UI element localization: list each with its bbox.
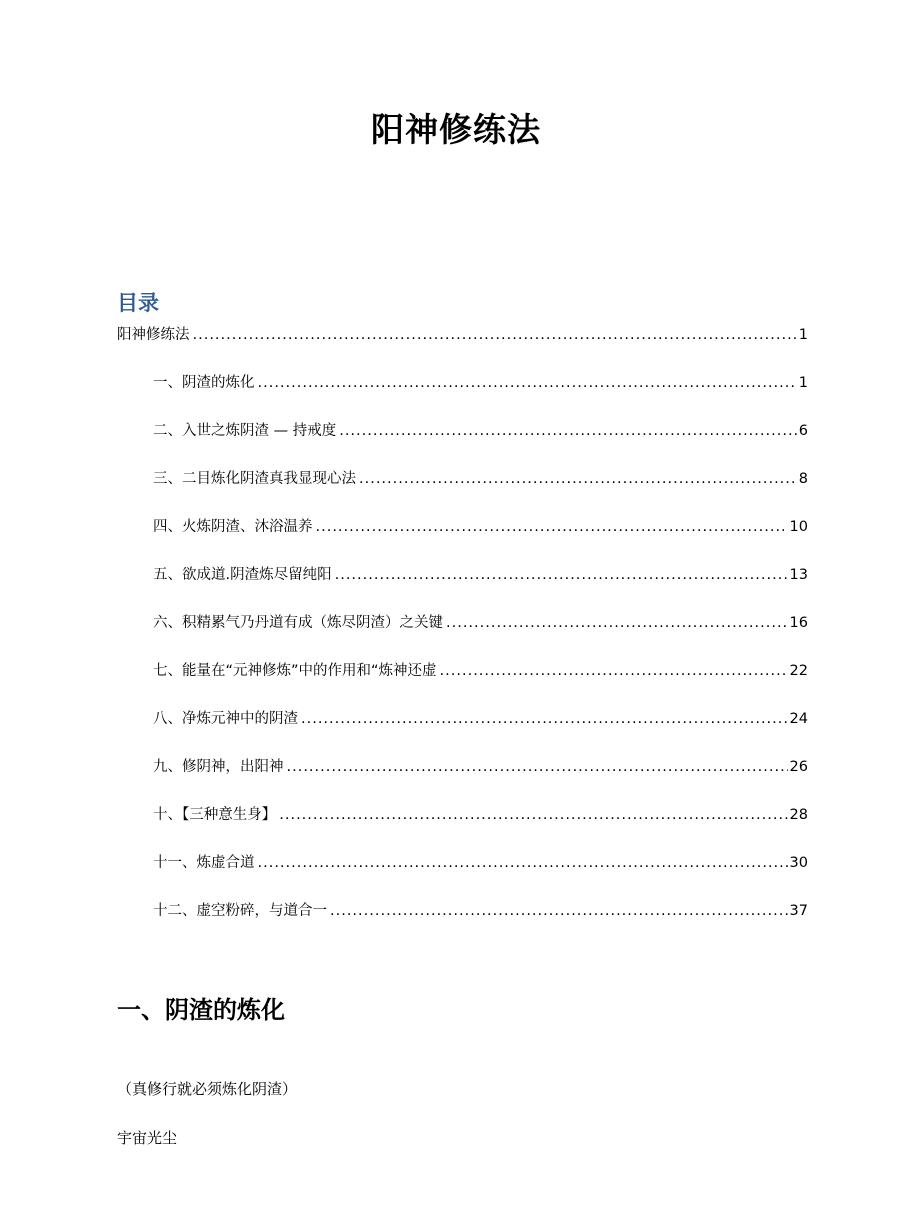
toc-entry-label: 一、阴渣的炼化 <box>153 375 255 391</box>
toc-entry-label: 十、【三种意生身】 <box>153 807 277 823</box>
toc-entry-label: 六、积精累气乃丹道有成（炼尽阴渣）之关键 <box>153 615 443 631</box>
toc-entry-label: 十二、虚空粉碎，与道合一 <box>153 903 327 919</box>
toc-entry[interactable] <box>117 755 808 777</box>
toc-entry[interactable] <box>117 467 808 489</box>
toc-entry[interactable] <box>117 851 808 873</box>
toc-dot-leader <box>330 903 788 919</box>
toc-page-number: 10 <box>789 519 808 535</box>
toc-entry[interactable] <box>117 515 808 537</box>
toc-entry-label: 五、欲成道.阴渣炼尽留纯阳 <box>153 567 332 583</box>
document-title: 阳神修练法 <box>371 110 541 149</box>
toc-dot-leader <box>335 567 788 583</box>
toc-entry-label: 四、火炼阴渣、沐浴温养 <box>153 519 313 535</box>
toc-page-number: 13 <box>789 567 808 583</box>
paragraph-subtitle: （真修行就必须炼化阴渣） <box>117 1080 298 1098</box>
toc-page-number: 1 <box>798 375 808 391</box>
toc-entry[interactable] <box>117 371 808 393</box>
toc-dot-leader <box>258 375 797 391</box>
toc-entry[interactable] <box>117 659 808 681</box>
toc-dot-leader <box>301 711 788 727</box>
toc-dot-leader <box>287 759 788 775</box>
toc-dot-leader <box>193 327 797 343</box>
toc-page-number: 24 <box>789 711 808 727</box>
toc-entry[interactable] <box>117 563 808 585</box>
toc-page-number: 6 <box>798 423 808 439</box>
toc-dot-leader <box>339 423 797 439</box>
toc-entry-label: 三、二目炼化阴渣真我显现心法 <box>153 471 356 487</box>
paragraph: 宇宙光尘 <box>117 1129 178 1147</box>
toc-page-number: 1 <box>798 327 808 343</box>
toc-dot-leader <box>440 663 788 679</box>
toc-entry-label: 阳神修练法 <box>117 327 190 343</box>
toc-entry[interactable] <box>117 899 808 921</box>
toc-page-number: 26 <box>789 759 808 775</box>
toc-entry-label: 九、修阴神，出阳神 <box>153 759 284 775</box>
toc-page-number: 37 <box>789 903 808 919</box>
toc-entry[interactable] <box>117 323 808 345</box>
toc-dot-leader <box>316 519 788 535</box>
toc-entry[interactable] <box>117 419 808 441</box>
toc-page-number: 22 <box>789 663 808 679</box>
toc-entry[interactable] <box>117 803 808 825</box>
toc-page-number: 16 <box>789 615 808 631</box>
section-heading: 一、阴渣的炼化 <box>117 996 285 1024</box>
toc-dot-leader <box>446 615 788 631</box>
toc-dot-leader <box>258 855 788 871</box>
toc-page-number: 30 <box>789 855 808 871</box>
toc-entry-label: 二、入世之炼阴渣 — 持戒度 <box>153 423 337 439</box>
toc-heading: 目录 <box>117 291 159 315</box>
toc-entry-label: 七、能量在“元神修炼”中的作用和“炼神还虚 <box>153 663 437 679</box>
toc-page-number: 8 <box>798 471 808 487</box>
toc-entry[interactable] <box>117 707 808 729</box>
toc-page-number: 28 <box>789 807 808 823</box>
toc-dot-leader <box>359 471 797 487</box>
toc-entry-label: 十一、炼虚合道 <box>153 855 255 871</box>
toc-dot-leader <box>279 807 787 823</box>
toc-entry-label: 八、净炼元神中的阴渣 <box>153 711 298 727</box>
toc-entry[interactable] <box>117 611 808 633</box>
